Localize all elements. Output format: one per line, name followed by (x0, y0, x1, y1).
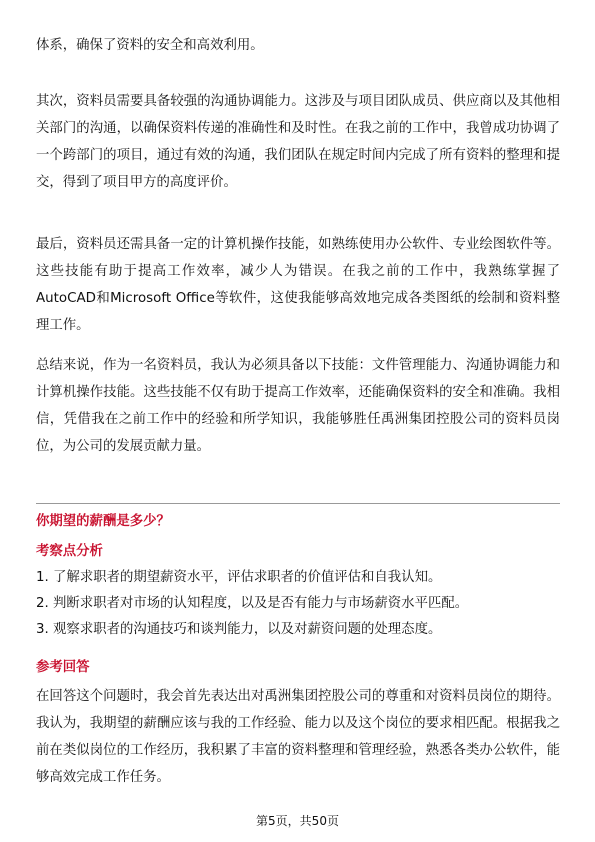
paragraph-communication-skills: 其次，资料员需要具备较强的沟通协调能力。这涉及与项目团队成员、供应商以及其他相关部门的沟通，以确保资料传递的准确性和及时性。在我之前的工作中，我曾成功协调了一个跨部门的项目，通过有效的沟通，我们团队在规定时间内完成了所有资料的整理和提交，得到了项目甲方的高度评价。 (36, 94, 560, 190)
paragraph-summary: 总结来说，作为一名资料员，我认为必须具备以下技能：文件管理能力、沟通协调能力和计算机操作技能。这些技能不仅有助于提高工作效率，还能确保资料的安全和准确。我相信，凭借我在之前工作中的经验和所学知识，我能够胜任禹洲集团控股公司的资料员岗位，为公司的发展贡献力量。 (36, 358, 560, 454)
question-title: 你期望的薪酬是多少？ (36, 514, 170, 529)
page-number: 第5页，共50页 (256, 814, 339, 828)
section-divider (36, 503, 560, 504)
answer-paragraph: 在回答这个问题时，我会首先表达出对禹洲集团控股公司的尊重和对资料员岗位的期待。我认为，我期望的薪酬应该与我的工作经验、能力以及这个岗位的要求相匹配。根据我之前在类似岗位的工作经历，我积累了丰富的资料整理和管理经验，熟悉各类办公软件，能够高效完成工作任务。 (36, 689, 560, 785)
paragraph-intro-continuation: 体系，确保了资料的安全和高效利用。 (36, 38, 264, 53)
analysis-heading: 考察点分析 (36, 544, 103, 559)
analysis-points-list (36, 565, 560, 643)
answer-heading: 参考回答 (36, 660, 90, 675)
list-item: 1. 了解求职者的期望薪资水平，评估求职者的价值评估和自我认知。 (36, 570, 442, 585)
list-item: 2. 判断求职者对市场的认知程度，以及是否有能力与市场薪资水平匹配。 (36, 596, 469, 611)
list-item: 3. 观察求职者的沟通技巧和谈判能力，以及对薪资问题的处理态度。 (36, 622, 442, 637)
paragraph-computer-skills: 最后，资料员还需具备一定的计算机操作技能，如熟练使用办公软件、专业绘图软件等。这些技能有助于提高工作效率，减少人为错误。在我之前的工作中，我熟练掌握了AutoCAD和Microsoft Office等软件，这使我能够高效地完成各类图纸的绘制和资料整理工作。 (36, 237, 560, 333)
